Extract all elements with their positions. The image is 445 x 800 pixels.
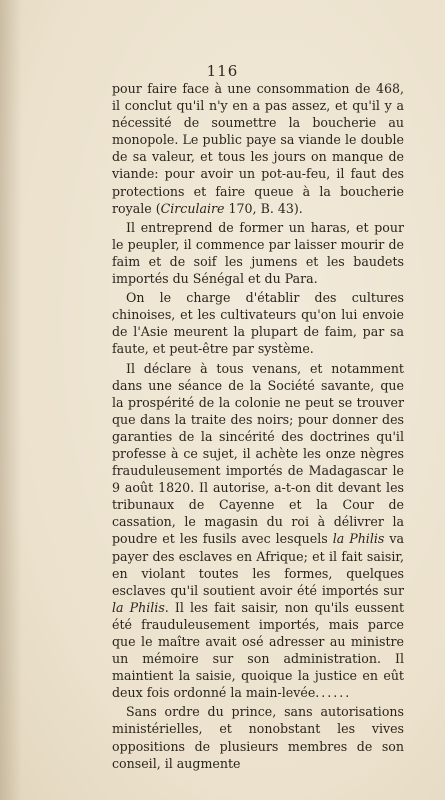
text-run: Il déclare à tous venans, et notamment dans une séance de la Société savante, que la prospérité de la colonie ne peut se trouver que dans la traite des noirs; pour donner des garanties de la sincérité des doctrines qu'il professe à ce sujet, il achète les onze nègres frauduleusement importés de Madagascar le 9 août 1820. Il autorise, a-t-on dit devant les tribunaux de Cayenne et la Cour de cassation, le magasin du roi à délivrer la poudre et les fusils avec lesquels (112, 360, 404, 547)
text-run: Sans ordre du prince, sans autorisations ministérielles, et nonobstant les vives oppositions de plusieurs membres de son conseil, il augmente (112, 704, 404, 771)
paragraph (112, 703, 404, 771)
page-number: 116 (206, 62, 239, 80)
text-run: . Il les fait saisir, non qu'ils eussent été frauduleusement importés, mais parce que le maître avait osé adresser au ministre un mémoire sur son administration. Il maintient la saisie, quoique la justice en eût deux fois ordonné la main-levée (112, 599, 405, 701)
italic-text: la Philis (112, 599, 165, 615)
body-text (112, 80, 404, 774)
text-run: va payer des esclaves en Afrique; et il fait saisir, en violant toutes les formes, quelques esclaves qu'il soutient avoir été importés sur (112, 531, 404, 598)
italic-text: Circulaire (160, 200, 225, 216)
ellipsis: ...... (315, 685, 352, 701)
paragraph (112, 360, 404, 702)
italic-text: la Philis (332, 531, 385, 547)
text-run: On le charge d'établir des cultures chinoises, et les cultivateurs qu'on lui envoie de l'Asie meurent la plupart de faim, par sa faute, et peut-être par système. (112, 290, 404, 357)
text-run: 170, B. 43). (224, 200, 303, 216)
text-run: Il entreprend de former un haras, et pour le peupler, il commence par laisser mourir de faim et de soif les jumens et les baudets importés du Sénégal et du Para. (112, 219, 404, 287)
paragraph (112, 289, 404, 357)
text-run: pour faire face à une consommation de 468, il conclut qu'il n'y en a pas assez, et qu'il y a nécessité de soumettre la boucherie au monopole. Le public paye sa viande le double de sa valeur, et tous les jours on manque de viande: pour avoir un pot-au-feu, il faut des protections et faire queue à la boucherie royale ( (112, 81, 404, 216)
paragraph (112, 219, 404, 287)
paragraph (112, 80, 404, 217)
